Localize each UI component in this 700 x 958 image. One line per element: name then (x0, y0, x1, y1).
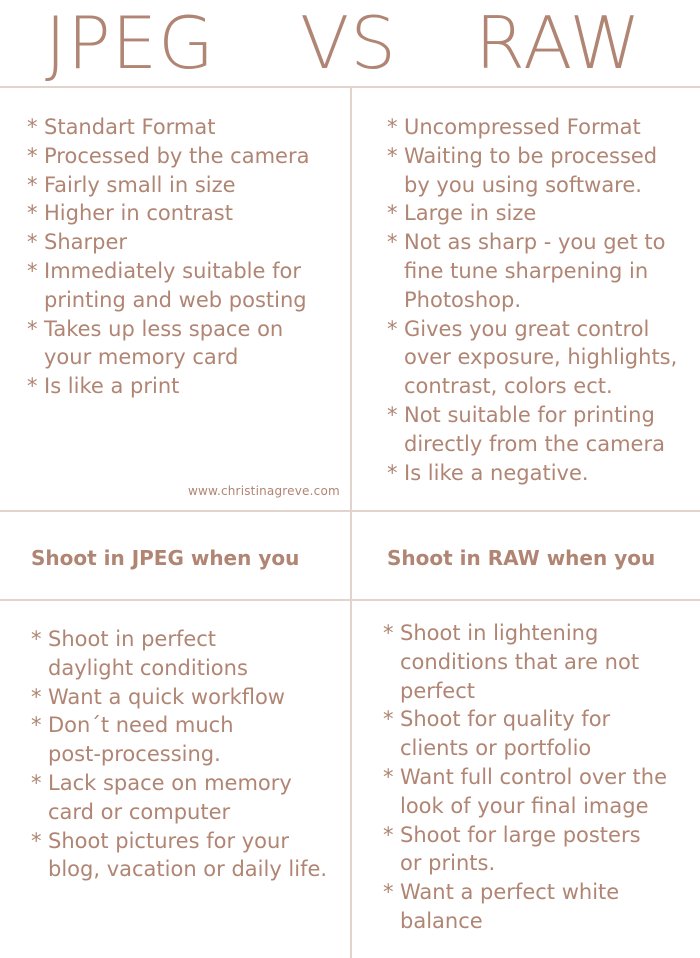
list-item: * Want a quick workflow (31, 683, 341, 712)
list-item: * Uncompressed Format (387, 113, 687, 142)
divider-vertical (350, 87, 352, 958)
jpeg-when-heading: Shoot in JPEG when you (31, 546, 300, 570)
list-item: * Takes up less space on your memory card (27, 315, 347, 373)
list-item: * Lack space on memory card or computer (31, 769, 341, 827)
list-item: * Large in size (387, 199, 687, 228)
raw-when-list (383, 619, 693, 936)
list-item: * Shoot pictures for your blog, vacation or daily life. (31, 827, 341, 885)
list-item: * Higher in contrast (27, 199, 347, 228)
list-item: * Is like a print (27, 372, 347, 401)
list-item: * Don´t need much post-processing. (31, 711, 341, 769)
list-item: * Want a perfect white balance (383, 878, 693, 936)
list-item: * Not as sharp - you get to fine tune sharpening in Photoshop. (387, 228, 687, 314)
title-raw: RAW (475, 1, 642, 85)
raw-when-heading: Shoot in RAW when you (387, 546, 656, 570)
jpeg-features-list (27, 113, 347, 401)
list-item: * Fairly small in size (27, 171, 347, 200)
list-item: * Shoot for quality for clients or portfolio (383, 705, 693, 763)
watermark-url: www.christinagreve.com (188, 484, 340, 498)
list-item: * Shoot in lightening conditions that are not perfect (383, 619, 693, 705)
list-item: * Gives you great control over exposure, highlights, contrast, colors ect. (387, 315, 687, 401)
list-item: * Shoot in perfect daylight conditions (31, 625, 341, 683)
title-vs: VS (300, 1, 397, 85)
list-item: * Not suitable for printing directly from the camera (387, 401, 687, 459)
raw-features-list (387, 113, 687, 487)
list-item: * Standart Format (27, 113, 347, 142)
list-item: * Waiting to be processed by you using software. (387, 142, 687, 200)
divider-lower (0, 599, 700, 601)
list-item: * Shoot for large posters or prints. (383, 821, 693, 879)
list-item: * Processed by the camera (27, 142, 347, 171)
title-jpeg: JPEG (45, 1, 215, 85)
list-item: * Want full control over the look of your final image (383, 763, 693, 821)
list-item: * Sharper (27, 228, 347, 257)
list-item: * Immediately suitable for printing and web posting (27, 257, 347, 315)
divider-middle (0, 510, 700, 512)
list-item: * Is like a negative. (387, 459, 687, 488)
jpeg-when-list (31, 625, 341, 884)
